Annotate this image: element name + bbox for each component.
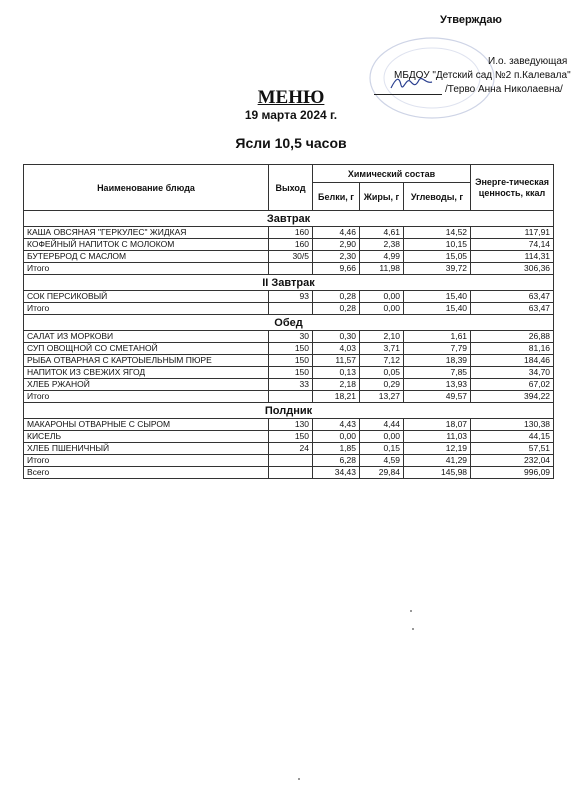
section-title: Обед xyxy=(24,315,554,331)
subtotal-carb: 15,40 xyxy=(404,303,471,315)
section-title: Полдник xyxy=(24,403,554,419)
table-row xyxy=(24,239,554,251)
dish-name: ХЛЕБ РЖАНОЙ xyxy=(24,379,269,391)
dish-protein: 2,18 xyxy=(313,379,360,391)
subtotal-row xyxy=(24,391,554,403)
subtotal-energy: 63,47 xyxy=(471,303,554,315)
table-row xyxy=(24,379,554,391)
signer-name: /Терво Анна Николаевна/ xyxy=(445,84,563,95)
dish-fat: 0,29 xyxy=(360,379,404,391)
dish-output: 160 xyxy=(269,239,313,251)
dish-protein: 0,30 xyxy=(313,331,360,343)
dish-output: 33 xyxy=(269,379,313,391)
dish-energy: 67,02 xyxy=(471,379,554,391)
menu-body xyxy=(24,211,554,479)
grand-total-row xyxy=(24,467,554,479)
dish-fat: 0,05 xyxy=(360,367,404,379)
dish-name: МАКАРОНЫ ОТВАРНЫЕ С СЫРОМ xyxy=(24,419,269,431)
section-title: Завтрак xyxy=(24,211,554,227)
dish-energy: 81,16 xyxy=(471,343,554,355)
dish-output: 150 xyxy=(269,343,313,355)
dish-name: КАША ОВСЯНАЯ "ГЕРКУЛЕС" ЖИДКАЯ xyxy=(24,227,269,239)
table-row xyxy=(24,343,554,355)
table-row xyxy=(24,419,554,431)
subtotal-fat: 0,00 xyxy=(360,303,404,315)
dish-energy: 26,88 xyxy=(471,331,554,343)
dish-name: РЫБА ОТВАРНАЯ С КАРТОЫЕЛЬНЫМ ПЮРЕ xyxy=(24,355,269,367)
subtotal-row xyxy=(24,303,554,315)
dish-energy: 184,46 xyxy=(471,355,554,367)
table-row xyxy=(24,227,554,239)
subtotal-fat: 4,59 xyxy=(360,455,404,467)
dish-protein: 0,28 xyxy=(313,291,360,303)
dish-energy: 114,31 xyxy=(471,251,554,263)
dish-fat: 4,61 xyxy=(360,227,404,239)
grand-total-output-empty xyxy=(269,467,313,479)
dish-energy: 130,38 xyxy=(471,419,554,431)
table-row xyxy=(24,251,554,263)
subtotal-fat: 11,98 xyxy=(360,263,404,275)
header-output: Выход xyxy=(269,165,313,211)
table-row xyxy=(24,331,554,343)
dish-carb: 1,61 xyxy=(404,331,471,343)
subtotal-carb: 41,29 xyxy=(404,455,471,467)
header-fat: Жиры, г xyxy=(360,183,404,211)
section-header-row xyxy=(24,275,554,291)
dish-output: 160 xyxy=(269,227,313,239)
section-header-row xyxy=(24,211,554,227)
dish-protein: 4,46 xyxy=(313,227,360,239)
subtotal-carb: 39,72 xyxy=(404,263,471,275)
table-row xyxy=(24,443,554,455)
subtotal-energy: 394,22 xyxy=(471,391,554,403)
dish-carb: 13,93 xyxy=(404,379,471,391)
dish-name: СОК ПЕРСИКОВЫЙ xyxy=(24,291,269,303)
table-row xyxy=(24,291,554,303)
dish-fat: 0,00 xyxy=(360,291,404,303)
table-row xyxy=(24,431,554,443)
dish-carb: 14,52 xyxy=(404,227,471,239)
subtotal-label: Итого xyxy=(24,263,269,275)
grand-total-carb: 145,98 xyxy=(404,467,471,479)
dish-carb: 7,85 xyxy=(404,367,471,379)
scan-speck xyxy=(298,778,300,780)
subtotal-output-empty xyxy=(269,391,313,403)
dish-energy: 74,14 xyxy=(471,239,554,251)
header-chem: Химический состав xyxy=(313,165,471,183)
header-protein: Белки, г xyxy=(313,183,360,211)
section-title: II Завтрак xyxy=(24,275,554,291)
dish-output: 150 xyxy=(269,355,313,367)
dish-fat: 2,38 xyxy=(360,239,404,251)
dish-protein: 11,57 xyxy=(313,355,360,367)
dish-output: 30/5 xyxy=(269,251,313,263)
subtotal-label: Итого xyxy=(24,391,269,403)
approval-heading: Утверждаю xyxy=(440,14,502,26)
dish-carb: 10,15 xyxy=(404,239,471,251)
subtotal-carb: 49,57 xyxy=(404,391,471,403)
section-header-row xyxy=(24,315,554,331)
dish-name: ХЛЕБ ПШЕНИЧНЫЙ xyxy=(24,443,269,455)
page-title: МЕНЮ xyxy=(257,87,325,108)
organization-name: МБДОУ "Детский сад №2 п.Калевала" xyxy=(394,70,571,81)
dish-name: САЛАТ ИЗ МОРКОВИ xyxy=(24,331,269,343)
dish-energy: 57,51 xyxy=(471,443,554,455)
grand-total-energy: 996,09 xyxy=(471,467,554,479)
dish-fat: 2,10 xyxy=(360,331,404,343)
menu-table xyxy=(23,164,554,479)
dish-name: КИСЕЛЬ xyxy=(24,431,269,443)
dish-output: 130 xyxy=(269,419,313,431)
dish-fat: 4,99 xyxy=(360,251,404,263)
dish-energy: 63,47 xyxy=(471,291,554,303)
subtotal-output-empty xyxy=(269,455,313,467)
dish-energy: 117,91 xyxy=(471,227,554,239)
group-name: Ясли 10,5 часов xyxy=(235,135,347,151)
scan-speck xyxy=(410,610,412,612)
subtotal-energy: 306,36 xyxy=(471,263,554,275)
dish-protein: 2,90 xyxy=(313,239,360,251)
dish-carb: 18,39 xyxy=(404,355,471,367)
dish-protein: 1,85 xyxy=(313,443,360,455)
grand-total-fat: 29,84 xyxy=(360,467,404,479)
dish-fat: 7,12 xyxy=(360,355,404,367)
acting-head-label: И.о. заведующая xyxy=(488,56,568,67)
dish-protein: 4,03 xyxy=(313,343,360,355)
subtotal-fat: 13,27 xyxy=(360,391,404,403)
dish-energy: 44,15 xyxy=(471,431,554,443)
dish-output: 24 xyxy=(269,443,313,455)
subtotal-output-empty xyxy=(269,263,313,275)
dish-energy: 34,70 xyxy=(471,367,554,379)
subtotal-protein: 18,21 xyxy=(313,391,360,403)
section-header-row xyxy=(24,403,554,419)
grand-total-protein: 34,43 xyxy=(313,467,360,479)
dish-name: СУП ОВОЩНОЙ СО СМЕТАНОЙ xyxy=(24,343,269,355)
dish-output: 150 xyxy=(269,367,313,379)
dish-protein: 0,13 xyxy=(313,367,360,379)
subtotal-protein: 9,66 xyxy=(313,263,360,275)
dish-carb: 15,05 xyxy=(404,251,471,263)
dish-name: БУТЕРБРОД С МАСЛОМ xyxy=(24,251,269,263)
dish-name: КОФЕЙНЫЙ НАПИТОК С МОЛОКОМ xyxy=(24,239,269,251)
dish-output: 30 xyxy=(269,331,313,343)
header-energy: Энерге-тическая ценность, ккал xyxy=(471,165,554,211)
dish-protein: 0,00 xyxy=(313,431,360,443)
subtotal-protein: 6,28 xyxy=(313,455,360,467)
subtotal-protein: 0,28 xyxy=(313,303,360,315)
dish-output: 150 xyxy=(269,431,313,443)
table-row xyxy=(24,355,554,367)
subtotal-label: Итого xyxy=(24,455,269,467)
dish-fat: 0,00 xyxy=(360,431,404,443)
menu-date: 19 марта 2024 г. xyxy=(244,108,338,122)
table-row xyxy=(24,367,554,379)
subtotal-row xyxy=(24,263,554,275)
dish-protein: 4,43 xyxy=(313,419,360,431)
dish-protein: 2,30 xyxy=(313,251,360,263)
subtotal-output-empty xyxy=(269,303,313,315)
dish-fat: 0,15 xyxy=(360,443,404,455)
grand-total-label: Всего xyxy=(24,467,269,479)
dish-carb: 11,03 xyxy=(404,431,471,443)
subtotal-energy: 232,04 xyxy=(471,455,554,467)
dish-name: НАПИТОК ИЗ СВЕЖИХ ЯГОД xyxy=(24,367,269,379)
dish-carb: 15,40 xyxy=(404,291,471,303)
dish-carb: 7,79 xyxy=(404,343,471,355)
dish-output: 93 xyxy=(269,291,313,303)
header-carb: Углеводы, г xyxy=(404,183,471,211)
header-dish-name: Наименование блюда xyxy=(24,165,269,211)
dish-carb: 18,07 xyxy=(404,419,471,431)
dish-fat: 3,71 xyxy=(360,343,404,355)
dish-fat: 4,44 xyxy=(360,419,404,431)
subtotal-row xyxy=(24,455,554,467)
scan-speck xyxy=(412,628,414,630)
dish-carb: 12,19 xyxy=(404,443,471,455)
subtotal-label: Итого xyxy=(24,303,269,315)
